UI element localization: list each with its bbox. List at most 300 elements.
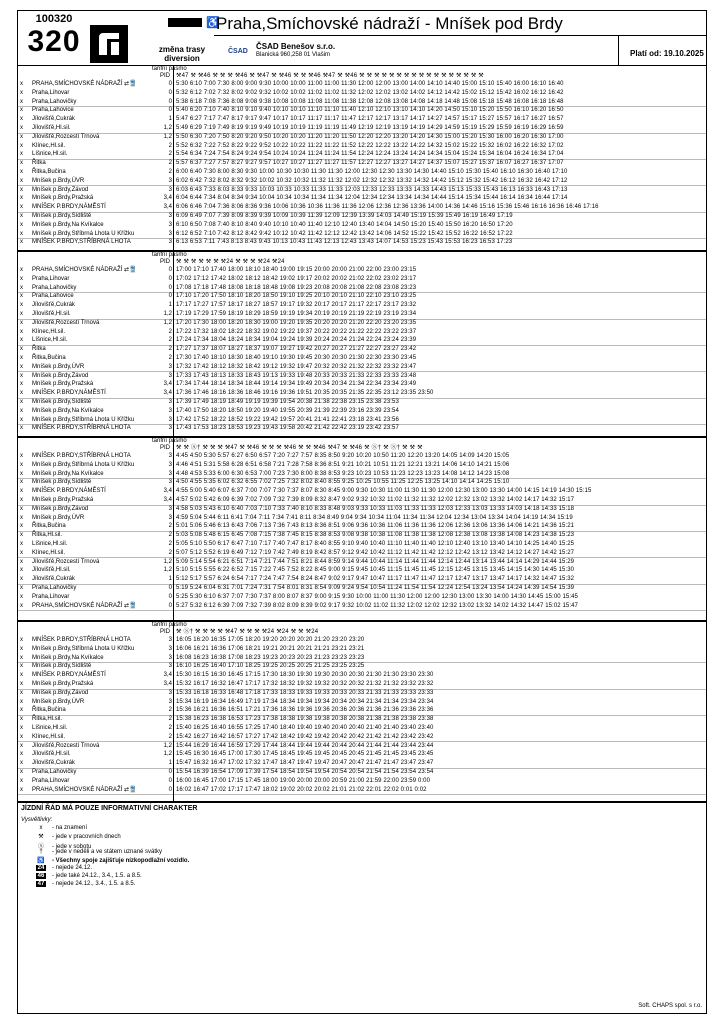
departure-times: 17:10 17:20 17:50 18:10 18:20 18:50 19:10 19:25 20:10 20:10 21:10 22:10 23:10 23:25 bbox=[176, 293, 417, 300]
stop-row bbox=[18, 373, 707, 380]
stop-row bbox=[18, 707, 707, 714]
departure-times: 15:42 16:27 16:42 16:57 17:27 17:42 18:42 19:42 19:42 20:42 20:42 21:42 21:42 23:42 23:42 bbox=[176, 733, 434, 740]
departure-times: 15:30 16:15 16:30 16:45 17:15 17:30 18:30 19:30 19:30 20:30 20:30 21:30 21:30 23:30 23:30 bbox=[176, 672, 434, 679]
tariff-zone: 3 bbox=[168, 416, 172, 423]
request-stop-mark: x bbox=[20, 461, 23, 468]
tariff-zone: 2 bbox=[168, 523, 172, 530]
tariff-zone: 2 bbox=[168, 725, 172, 731]
request-stop-mark: x bbox=[20, 311, 23, 317]
stop-name: Řitka,Bučina bbox=[32, 355, 66, 361]
stop-name: Klínec,Hl.sil. bbox=[32, 142, 66, 149]
stop-name: MNÍŠEK P.BRDY,STŘÍBRNÁ LHOTA bbox=[32, 453, 131, 459]
request-stop-mark: x bbox=[20, 532, 23, 539]
request-stop-mark: x bbox=[20, 346, 23, 353]
trip-symbols: ⚒ ⚒ ⚒ ⚒ ⚒ ⚒ ⚒24 ⚒ ⚒ ⚒ ⚒24 ⚒24 bbox=[176, 259, 285, 265]
departure-times: 17:27 17:37 18:07 18:27 18:37 19:07 19:27 19:42 20:27 20:27 21:27 22:27 23:27 23:42 bbox=[176, 346, 417, 353]
stop-row bbox=[18, 425, 707, 432]
stop-name: Líšnice,Hl.sil. bbox=[32, 725, 68, 731]
legend-text: - jede v pracovních dnech bbox=[52, 834, 121, 840]
departure-times: 17:32 17:42 18:12 18:32 18:42 19:12 19:32 19:47 20:32 20:32 21:32 22:32 23:32 23:47 bbox=[176, 363, 417, 370]
departure-times: 17:08 17:18 17:48 18:08 18:18 18:48 19:08 19:23 20:08 20:08 21:08 22:08 23:08 23:23 bbox=[176, 284, 417, 291]
legend-key-box: 24 bbox=[37, 865, 45, 871]
departure-times: 16:08 16:23 16:38 17:08 18:23 19:23 20:23 20:23 21:23 23:23 23:23 bbox=[176, 654, 365, 661]
tariff-zone: 2 bbox=[168, 142, 172, 149]
departure-times: 6:10 6:50 7:08 7:40 8:10 8:40 9:40 10:10 10:40 11:40 12:10 12:40 13:40 14:04 14:50 15:20 15:40 15:50 16:20 16:50 17:20 bbox=[176, 221, 513, 228]
tariff-zone-label: tarifní pásmo bbox=[152, 622, 187, 628]
stop-name: Jílovišťě,Cukrák bbox=[32, 576, 75, 583]
request-stop-mark: x bbox=[20, 267, 23, 273]
stop-row bbox=[18, 515, 707, 522]
carrier-name: ČSAD Benešov s.r.o. bbox=[256, 42, 336, 51]
stop-row bbox=[18, 81, 707, 88]
request-stop-mark: x bbox=[20, 89, 23, 96]
trip-symbols-row bbox=[18, 258, 707, 266]
tariff-zone: 2 bbox=[168, 346, 172, 353]
stop-name: PRAHA,SMÍCHOVSKÉ NÁDRAŽÍ ⇄🚆 bbox=[32, 786, 137, 793]
request-stop-mark: x bbox=[20, 716, 23, 723]
departure-times: 15:44 16:29 16:44 16:59 17:29 17:44 18:44 19:44 19:44 20:44 20:44 21:44 21:44 23:44 23:44 bbox=[176, 742, 434, 749]
request-stop-mark: x bbox=[20, 328, 23, 335]
request-stop-mark: x bbox=[20, 681, 23, 687]
tariff-zone: 0 bbox=[168, 284, 172, 291]
request-stop-mark: x bbox=[20, 81, 23, 87]
request-stop-mark: x bbox=[20, 549, 23, 556]
departure-times: 4:50 4:55 5:35 6:02 6:32 6:55 7:02 7:25 7:32 8:02 8:40 8:55 9:25 10:25 10:55 11:25 12:25 13:25 14:10 14:14 14:25 15:10 bbox=[176, 479, 510, 486]
line-number-small: 100320 bbox=[35, 13, 73, 25]
stop-row bbox=[18, 497, 707, 504]
header-divider-vertical bbox=[618, 35, 619, 65]
row-divider bbox=[18, 610, 707, 611]
departure-times: 15:47 16:32 16:47 17:02 17:32 17:47 18:47 19:47 19:47 20:47 20:47 21:47 21:47 23:47 23:47 bbox=[176, 760, 434, 767]
tariff-zone: 1 bbox=[168, 576, 172, 583]
tariff-zone: 3 bbox=[168, 372, 172, 379]
departure-times: 6:04 6:44 7:34 8:04 8:34 9:34 10:04 10:34 10:34 11:34 11:34 12:04 12:34 12:34 13:34 14:34 14:44 15:14 15:34 15:44 16:14 16:34 16:44 17:14 bbox=[176, 195, 568, 202]
request-stop-mark: x bbox=[20, 769, 23, 775]
tariff-zone: 3 bbox=[168, 689, 172, 696]
stop-row bbox=[18, 453, 707, 460]
tariff-zone: 0 bbox=[168, 777, 172, 784]
stop-name: MNÍŠEK P.BRDY,STŘÍBRNÁ LHOTA bbox=[32, 425, 131, 432]
departure-times: 6:03 6:43 7:33 8:03 8:33 9:33 10:03 10:33 10:33 11:33 11:33 12:03 12:33 12:33 13:33 14:33 14:43 15:13 15:33 15:43 16:13 16:33 16:43 17:13 bbox=[176, 186, 568, 193]
request-stop-mark: x bbox=[20, 142, 23, 149]
software-credit: Soft. CHAPS spol. s r.o. bbox=[638, 1003, 702, 1009]
stop-name: Praha,Lahovice bbox=[32, 107, 74, 114]
request-stop-mark: x bbox=[20, 751, 23, 758]
stop-name: Jílovišťě,Hl.sil. bbox=[32, 567, 71, 574]
tariff-zone: 3,4 bbox=[163, 381, 172, 388]
tariff-zone: 2 bbox=[168, 151, 172, 158]
departure-times: 15:38 16:23 16:38 16:53 17:23 17:38 18:38 19:38 19:38 20:38 20:38 21:38 21:38 23:38 23:38 bbox=[176, 716, 434, 723]
tariff-zone: 3,4 bbox=[163, 497, 172, 503]
tariff-zone: 0 bbox=[168, 89, 172, 96]
tariff-zone: 3 bbox=[168, 453, 172, 459]
departure-times: 17:36 17:46 18:16 18:36 18:46 19:16 19:36 19:51 20:35 20:35 21:35 22:35 23:12 23:35 23:50 bbox=[176, 390, 434, 397]
row-divider bbox=[18, 794, 707, 795]
request-stop-mark: x bbox=[20, 742, 23, 749]
departure-times: 5:03 5:08 5:48 6:15 6:45 7:08 7:15 7:38 7:45 8:15 8:38 8:53 9:08 9:38 10:38 11:08 11:38 11:38 12:08 12:38 13:08 13:38 14:08 14:23 14:38 15:23 bbox=[176, 532, 575, 539]
stop-name: Mníšek p.Brdy,Pražská bbox=[32, 497, 94, 503]
request-stop-mark: x bbox=[20, 672, 23, 679]
tariff-zone: 2 bbox=[168, 549, 172, 556]
request-stop-mark: x bbox=[20, 453, 23, 459]
departure-times: 16:02 16:47 17:02 17:17 17:47 18:02 19:02 20:02 20:02 21:01 21:02 22:01 22:02 0:01 0:02 bbox=[176, 786, 427, 793]
stop-row bbox=[18, 143, 707, 150]
tariff-zone: 2 bbox=[168, 169, 172, 175]
stop-row bbox=[18, 690, 707, 697]
stop-name: Mníšek p.Brdy,Pražská bbox=[32, 195, 94, 202]
tariff-zone: 3 bbox=[168, 663, 172, 670]
request-stop-mark: x bbox=[20, 381, 23, 388]
stop-name: Líšnice,Hl.sil. bbox=[32, 541, 68, 547]
timetable-section-inbound-1 bbox=[17, 436, 707, 620]
stop-name: Mníšek p.Brdy,Sídliště bbox=[32, 663, 92, 670]
request-stop-mark: x bbox=[20, 204, 23, 211]
tariff-zone: 0 bbox=[168, 769, 172, 775]
departure-times: 17:30 17:40 18:10 18:30 18:40 19:10 19:30 19:45 20:30 20:30 21:30 22:30 23:30 23:45 bbox=[176, 355, 417, 361]
departure-times: 4:57 5:02 5:42 6:09 6:39 7:02 7:09 7:32 7:39 8:09 8:32 8:47 9:02 9:32 10:32 11:02 11:32 11:32 12:02 12:32 13:02 13:32 14:02 14:17 14:32 15:17 bbox=[176, 497, 575, 503]
request-stop-mark: x bbox=[20, 337, 23, 344]
pid-logo-icon bbox=[90, 25, 128, 63]
stop-row bbox=[18, 462, 707, 469]
departure-times: 5:30 6:10 7:00 7:30 8:00 9:00 9:30 10:00 10:00 11:00 11:00 11:30 12:00 12:00 13:00 14:00 14:10 14:40 15:00 15:10 15:40 16:00 16:10 16:40 bbox=[176, 81, 564, 87]
legend-key: ⚒ bbox=[38, 834, 44, 840]
column-divider bbox=[173, 66, 174, 250]
legend-key: ♿ bbox=[37, 858, 45, 864]
request-stop-mark: x bbox=[20, 275, 23, 282]
departure-times: 5:05 5:10 5:50 6:17 6:47 7:10 7:17 7:40 7:47 8:17 8:40 8:55 9:10 9:40 10:40 11:10 11:40 11:40 12:10 12:40 13:10 13:40 14:10 14:25 14:40 15:25 bbox=[176, 541, 575, 547]
request-stop-mark: x bbox=[20, 116, 23, 123]
tariff-zone: 0 bbox=[168, 98, 172, 105]
departure-times: 5:40 6:20 7:10 7:40 8:10 9:10 9:40 10:10 10:10 11:10 11:10 11:40 12:10 12:10 13:10 14:10 14:20 14:50 15:10 15:20 15:50 16:10 16:20 16:50 bbox=[176, 107, 564, 114]
tariff-zone-label: tarifní pásmo bbox=[152, 438, 187, 444]
stop-name: MNÍŠEK P.BRDY,NÁMĚSTÍ bbox=[32, 204, 106, 211]
request-stop-mark: x bbox=[20, 107, 23, 114]
tariff-zone: 0 bbox=[168, 107, 172, 114]
tariff-zone-label: tarifní pásmo bbox=[152, 252, 187, 258]
stop-name: MNÍŠEK P.BRDY,STŘÍBRNÁ LHOTA bbox=[32, 637, 131, 643]
stop-row bbox=[18, 637, 707, 644]
legend-item bbox=[30, 825, 87, 831]
request-stop-mark: x bbox=[20, 195, 23, 202]
stop-name: Jílovišťě,Rozcestí Trnová bbox=[32, 558, 100, 565]
tariff-zone: 2 bbox=[168, 160, 172, 167]
legend-footer bbox=[17, 802, 707, 1014]
departure-times: 17:39 17:49 18:19 18:49 19:19 19:39 19:54 20:38 21:38 22:38 23:15 23:38 23:53 bbox=[176, 399, 399, 405]
stop-name: Jílovišťě,Cukrák bbox=[32, 760, 75, 767]
departure-times: 5:52 6:32 7:22 7:52 8:22 9:22 9:52 10:22 10:22 11:22 11:22 11:52 12:22 12:22 13:22 14:22 14:32 15:02 15:22 15:32 16:02 16:22 16:32 17:02 bbox=[176, 142, 564, 149]
stop-row bbox=[18, 681, 707, 688]
departure-times: 17:42 17:52 18:22 18:52 19:22 19:42 19:57 20:41 21:41 22:41 23:18 23:41 23:56 bbox=[176, 416, 399, 423]
stop-name: Praha,Lahovice bbox=[32, 293, 74, 300]
tariff-zone: 1,2 bbox=[163, 742, 172, 749]
departure-times: 6:00 6:40 7:30 8:00 8:30 9:30 10:00 10:30 10:30 11:30 11:30 12:00 12:30 12:30 13:30 14:30 14:40 15:10 15:30 15:40 16:10 16:30 16:40 17:10 bbox=[176, 169, 568, 175]
request-stop-mark: x bbox=[20, 98, 23, 105]
column-divider bbox=[173, 622, 174, 801]
departure-times: 5:25 5:30 6:10 6:37 7:07 7:30 7:37 8:00 8:07 8:37 9:00 9:15 9:30 10:00 11:00 11:30 12:00 12:00 12:30 13:00 13:30 14:00 14:30 14:45 15:00 15:45 bbox=[176, 593, 578, 600]
departure-times: 16:05 16:20 16:35 17:05 18:20 19:20 20:20 20:20 21:20 23:20 23:20 bbox=[176, 637, 365, 643]
stop-name: Mníšek p.Brdy,ÚVR bbox=[32, 514, 85, 521]
legend-item bbox=[30, 833, 121, 840]
request-stop-mark: x bbox=[20, 407, 23, 414]
stop-name: Klínec,Hl.sil. bbox=[32, 328, 66, 335]
legend-key-box: 46 bbox=[37, 873, 45, 879]
departure-times: 5:49 6:29 7:19 7:49 8:19 9:19 9:49 10:19 10:19 11:19 11:19 11:49 12:19 12:19 13:19 14:19 14:29 14:59 15:19 15:29 15:59 16:19 16:29 16:59 bbox=[176, 125, 564, 131]
tariff-zone: 3 bbox=[168, 425, 172, 432]
trip-symbols-row bbox=[18, 72, 707, 80]
stop-row bbox=[18, 364, 707, 371]
stop-name: Mníšek p.Brdy,ÚVR bbox=[32, 698, 85, 705]
departure-times: 4:58 5:03 5:43 6:10 6:40 7:03 7:10 7:33 7:40 8:10 8:33 8:48 9:03 9:33 10:33 11:03 11:33 11:33 12:03 12:33 13:03 13:33 14:03 14:18 14:33 15:18 bbox=[176, 505, 575, 512]
stop-row bbox=[18, 417, 707, 424]
stop-name: Klínec,Hl.sil. bbox=[32, 549, 66, 556]
stop-name: Mníšek p.Brdy,Na Kvíkalce bbox=[32, 654, 104, 661]
departure-times: 17:19 17:29 17:59 18:19 18:29 18:59 19:19 19:34 20:19 20:19 21:19 22:19 23:19 23:34 bbox=[176, 311, 417, 317]
stop-row bbox=[18, 751, 707, 758]
request-stop-mark: x bbox=[20, 488, 23, 495]
request-stop-mark: x bbox=[20, 637, 23, 643]
disclaimer: JÍZDNÍ ŘÁD MÁ POUZE INFORMATIVNÍ CHARAKTER bbox=[21, 805, 198, 812]
departure-times: 15:54 16:39 16:54 17:09 17:39 17:54 18:54 19:54 19:54 20:54 20:54 21:54 21:54 23:54 23:54 bbox=[176, 769, 434, 775]
request-stop-mark: x bbox=[20, 760, 23, 767]
departure-times: 5:01 5:06 5:46 6:13 6:43 7:06 7:13 7:36 7:43 8:13 8:36 8:51 9:06 9:36 10:36 11:06 11:36 11:36 12:06 12:36 13:06 13:36 14:06 14:21 14:36 15:21 bbox=[176, 523, 575, 530]
legend-text: - na znamení bbox=[52, 825, 88, 831]
departure-times: 17:34 17:44 18:14 18:34 18:44 19:14 19:34 19:49 20:34 20:34 21:34 22:34 23:34 23:49 bbox=[176, 381, 417, 388]
request-stop-mark: x bbox=[20, 593, 23, 600]
stop-row bbox=[18, 178, 707, 185]
departure-times: 4:45 4:50 5:30 5:57 6:27 6:50 6:57 7:20 7:27 7:57 8:35 8:50 9:20 10:20 10:50 11:20 12:20 13:20 14:05 14:09 14:20 15:05 bbox=[176, 453, 510, 459]
tariff-zone: 3 bbox=[168, 239, 172, 246]
legend-heading: Vysvětlivky: bbox=[21, 817, 53, 823]
stop-name: MNÍŠEK P.BRDY,NÁMĚSTÍ bbox=[32, 488, 106, 495]
request-stop-mark: x bbox=[20, 293, 23, 300]
tariff-zone: 3,4 bbox=[163, 488, 172, 495]
legend-key: Ⓢ bbox=[37, 844, 44, 850]
tariff-zone: 0 bbox=[168, 602, 172, 609]
stop-name: MNÍŠEK P.BRDY,STŘÍBRNÁ LHOTA bbox=[32, 239, 131, 246]
stop-name: Řitka bbox=[32, 160, 46, 167]
stop-row bbox=[18, 559, 707, 566]
stop-name: Líšnice,Hl.sil. bbox=[32, 151, 68, 158]
stop-row bbox=[18, 506, 707, 513]
departure-times: 5:27 5:32 6:12 6:39 7:09 7:32 7:39 8:02 8:09 8:39 9:02 9:17 9:32 10:02 11:02 11:32 12:02 12:02 12:32 13:02 13:32 14:02 14:32 14:47 15:02 15:47 bbox=[176, 602, 578, 609]
stop-name: Řitka,Bučina bbox=[32, 707, 66, 714]
stop-row bbox=[18, 479, 707, 486]
stop-row bbox=[18, 672, 707, 679]
tariff-zone: 3 bbox=[168, 698, 172, 705]
departure-times: 17:02 17:12 17:42 18:02 18:12 18:42 19:02 19:17 20:02 20:02 21:02 22:02 23:02 23:17 bbox=[176, 275, 417, 282]
stop-name: Jílovišťě,Rozcestí Trnová bbox=[32, 319, 100, 326]
stop-row bbox=[18, 769, 707, 776]
tariff-zone: 2 bbox=[168, 355, 172, 361]
vehicle-icons bbox=[168, 15, 220, 29]
trip-symbols: ⚒47 ⚒ ⚒46 ⚒ ⚒ ⚒ ⚒46 ⚒ ⚒47 ⚒ ⚒46 ⚒ ⚒ ⚒46 ⚒47 ⚒ ⚒46 ⚒ ⚒ ⚒ ⚒ ⚒ ⚒ ⚒ ⚒ ⚒ ⚒ ⚒ ⚒ ⚒ ⚒ ⚒ ⚒ ⚒ bbox=[176, 73, 484, 79]
request-stop-mark: x bbox=[20, 698, 23, 705]
stop-name: Řitka,Hl.sil. bbox=[32, 532, 63, 539]
stop-name: Mníšek p.Brdy,ÚVR bbox=[32, 177, 85, 184]
stop-name: Jílovišťě,Hl.sil. bbox=[32, 125, 71, 131]
stop-row bbox=[18, 603, 707, 610]
tariff-zone: 2 bbox=[168, 733, 172, 740]
departure-times: 15:33 16:18 16:33 16:48 17:18 17:33 18:33 19:33 19:33 20:33 20:33 21:33 21:33 23:33 23:33 bbox=[176, 689, 434, 696]
departure-times: 4:48 4:53 5:33 6:00 6:30 6:53 7:00 7:23 7:30 8:00 8:38 8:53 9:23 10:23 10:53 11:23 12:23 13:23 14:08 14:12 14:23 15:08 bbox=[176, 470, 510, 477]
stop-name: MNÍŠEK P.BRDY,NÁMĚSTÍ bbox=[32, 672, 106, 679]
departure-times: 15:32 16:17 16:32 16:47 17:17 17:32 18:32 19:32 19:32 20:32 20:32 21:32 21:32 23:32 23:32 bbox=[176, 681, 434, 687]
request-stop-mark: x bbox=[20, 514, 23, 521]
stop-name: Jílovišťě,Rozcestí Trnová bbox=[32, 133, 100, 140]
request-stop-mark: x bbox=[20, 221, 23, 228]
stop-name: Řitka bbox=[32, 346, 46, 353]
tariff-zone: 3 bbox=[168, 637, 172, 643]
departure-times: 5:12 5:17 5:57 6:24 6:54 7:17 7:24 7:47 7:54 8:24 8:47 9:02 9:17 9:47 10:47 11:17 11:47 11:47 12:17 12:47 13:17 13:47 14:17 14:32 14:47 15:32 bbox=[176, 576, 575, 583]
departure-times: 15:45 16:30 16:45 17:00 17:30 17:45 18:45 19:45 19:45 20:45 20:45 21:45 21:45 23:45 23:45 bbox=[176, 751, 434, 758]
stop-name: PRAHA,SMÍCHOVSKÉ NÁDRAŽÍ ⇄🚆 bbox=[32, 81, 137, 87]
stop-row bbox=[18, 276, 707, 283]
request-stop-mark: x bbox=[20, 777, 23, 784]
stop-name: Praha,Lahovičky bbox=[32, 284, 77, 291]
tariff-zone: 1,2 bbox=[163, 751, 172, 758]
stop-row bbox=[18, 488, 707, 495]
tariff-zone: 3 bbox=[168, 514, 172, 521]
tariff-zone: 3 bbox=[168, 399, 172, 405]
stop-name: Mníšek p.Brdy,Závod bbox=[32, 505, 89, 512]
legend-text: - Všechny spoje zajišťuje nízkopodlažní vozidlo. bbox=[52, 858, 190, 864]
stop-name: Praha,Lihovar bbox=[32, 777, 70, 784]
departure-times: 17:33 17:43 18:13 18:33 18:43 19:13 19:33 19:48 20:33 20:33 21:33 22:33 23:33 23:48 bbox=[176, 372, 417, 379]
timetable-section-outbound-1 bbox=[17, 66, 707, 250]
stop-name: Mníšek p.Brdy,Stříbrná Lhota U Křížku bbox=[32, 461, 135, 468]
request-stop-mark: x bbox=[20, 523, 23, 530]
stop-name: Řitka,Bučina bbox=[32, 523, 66, 530]
bus-icon bbox=[168, 18, 202, 27]
stop-name: Praha,Lihovar bbox=[32, 89, 70, 96]
stop-row bbox=[18, 381, 707, 388]
departure-times: 17:00 17:10 17:40 18:00 18:10 18:40 19:00 19:15 20:00 20:00 21:00 22:00 23:00 23:15 bbox=[176, 267, 417, 273]
stop-row bbox=[18, 187, 707, 194]
stop-row bbox=[18, 585, 707, 592]
departure-times: 5:57 6:37 7:27 7:57 8:27 9:27 9:57 10:27 10:27 11:27 11:27 11:57 12:27 12:27 13:27 14:27 14:37 15:07 15:27 15:37 16:07 16:27 16:37 17:07 bbox=[176, 160, 564, 167]
stop-name: Mníšek p.Brdy,Stříbrná Lhota U Křížku bbox=[32, 645, 135, 652]
legend-key-box: 47 bbox=[37, 881, 45, 887]
stop-row bbox=[18, 541, 707, 548]
tariff-zone: 3,4 bbox=[163, 681, 172, 687]
tariff-zone: 1,2 bbox=[163, 319, 172, 326]
stop-row bbox=[18, 213, 707, 220]
departure-times: 6:12 6:52 7:10 7:42 8:12 8:42 9:42 10:12 10:42 11:42 12:12 12:42 13:42 14:06 14:52 15:22 15:42 15:52 16:22 16:52 17:22 bbox=[176, 230, 513, 237]
column-divider bbox=[173, 252, 174, 436]
departure-times: 5:10 5:15 5:55 6:22 6:52 7:15 7:22 7:45 7:52 8:22 8:45 9:00 9:15 9:45 10:45 11:15 11:45 11:45 12:15 12:45 13:15 13:45 14:15 14:30 14:45 15:30 bbox=[176, 567, 575, 574]
header-divider bbox=[214, 35, 706, 36]
stop-name: Mníšek p.Brdy,Sídliště bbox=[32, 399, 92, 405]
departure-times: 15:36 16:21 16:36 16:51 17:21 17:36 18:36 19:36 19:36 20:36 20:36 21:36 21:36 23:36 23:36 bbox=[176, 707, 434, 714]
tariff-zone: 1 bbox=[168, 302, 172, 309]
carrier-address: Blanická 960,258 01 Vlašim bbox=[256, 52, 331, 58]
departure-times: 17:40 17:50 18:20 18:50 19:20 19:40 19:55 20:39 21:39 22:39 23:16 23:39 23:54 bbox=[176, 407, 399, 414]
request-stop-mark: x bbox=[20, 558, 23, 565]
tariff-zone: 2 bbox=[168, 707, 172, 714]
stop-name: PRAHA,SMÍCHOVSKÉ NÁDRAŽÍ ⇄🚆 bbox=[32, 267, 137, 273]
request-stop-mark: x bbox=[20, 133, 23, 140]
departure-times: 5:38 6:18 7:08 7:36 8:08 9:08 9:38 10:08 10:08 11:08 11:08 11:38 12:08 12:08 13:08 14:08 14:18 14:48 15:08 15:18 15:48 16:08 16:18 16:48 bbox=[176, 98, 564, 105]
departure-times: 16:10 16:25 16:40 17:10 18:25 19:25 20:25 20:25 21:25 23:25 23:25 bbox=[176, 663, 365, 670]
timetable-section-inbound-2 bbox=[17, 620, 707, 802]
stop-row bbox=[18, 646, 707, 653]
tariff-zone: 0 bbox=[168, 585, 172, 591]
stop-row bbox=[18, 550, 707, 557]
departure-times: 4:55 5:00 5:40 6:07 6:37 7:00 7:07 7:30 7:37 8:07 8:30 8:45 9:00 9:30 10:30 11:00 11:30 11:30 12:00 12:30 13:00 13:30 14:00 14:15 14:19 14:30 15:15 bbox=[176, 488, 592, 495]
stop-row bbox=[18, 239, 707, 246]
request-stop-mark: x bbox=[20, 319, 23, 326]
stop-row bbox=[18, 337, 707, 344]
stop-row bbox=[18, 160, 707, 167]
stop-row bbox=[18, 204, 707, 211]
request-stop-mark: x bbox=[20, 399, 23, 405]
stop-row bbox=[18, 399, 707, 406]
legend-text: - jede také 24.12., 3.4., 1.5. a 8.5. bbox=[52, 873, 142, 879]
departure-times: 6:13 6:53 7:11 7:43 8:13 8:43 9:43 10:13 10:43 11:43 12:13 12:43 13:43 14:07 14:53 15:23 15:43 15:53 16:23 16:53 17:23 bbox=[176, 239, 513, 246]
departure-times: 17:24 17:34 18:04 18:24 18:34 19:04 19:24 19:39 20:24 20:24 21:24 22:24 23:24 23:39 bbox=[176, 337, 417, 344]
request-stop-mark: x bbox=[20, 725, 23, 731]
stop-row bbox=[18, 655, 707, 662]
stop-row bbox=[18, 663, 707, 670]
route-title: Praha,Smíchovské nádraží - Mníšek pod Brdy bbox=[216, 14, 563, 33]
legend-key: † bbox=[39, 849, 43, 855]
stop-row bbox=[18, 734, 707, 741]
request-stop-mark: x bbox=[20, 505, 23, 512]
stop-row bbox=[18, 151, 707, 158]
stop-row bbox=[18, 134, 707, 141]
stop-row bbox=[18, 116, 707, 123]
pid-label: PID bbox=[160, 259, 171, 265]
legend-item bbox=[30, 849, 162, 855]
timetable-header bbox=[17, 10, 707, 66]
tariff-zone: 3,4 bbox=[163, 390, 172, 397]
stop-row bbox=[18, 195, 707, 202]
stop-row bbox=[18, 408, 707, 415]
pid-label: PID bbox=[160, 445, 171, 451]
stop-name: PRAHA,SMÍCHOVSKÉ NÁDRAŽÍ ⇄🚆 bbox=[32, 602, 137, 609]
request-stop-mark: x bbox=[20, 363, 23, 370]
wheelchair-icon: ♿ bbox=[206, 17, 220, 29]
tariff-zone: 3 bbox=[168, 221, 172, 228]
legend-item bbox=[30, 881, 135, 887]
departure-times: 17:22 17:32 18:02 18:22 18:32 19:02 19:22 19:37 20:22 20:22 21:22 22:22 23:22 23:37 bbox=[176, 328, 417, 335]
request-stop-mark: x bbox=[20, 169, 23, 175]
departure-times: 6:02 6:42 7:32 8:02 8:32 9:32 10:02 10:32 10:32 11:32 11:32 12:02 12:32 12:32 13:32 14:32 14:42 15:12 15:32 15:42 16:12 16:32 16:42 17:12 bbox=[176, 177, 568, 184]
request-stop-mark: x bbox=[20, 302, 23, 309]
tariff-zone: 3,4 bbox=[163, 195, 172, 202]
stop-name: Klínec,Hl.sil. bbox=[32, 733, 66, 740]
tariff-zone: 2 bbox=[168, 337, 172, 344]
departure-times: 5:09 5:14 5:54 6:21 6:51 7:14 7:21 7:44 7:51 8:21 8:44 8:59 9:14 9:44 10:44 11:14 11:44 11:44 12:14 12:44 13:14 13:44 14:14 14:29 14:44 15:29 bbox=[176, 558, 575, 565]
stop-row bbox=[18, 743, 707, 750]
request-stop-mark: x bbox=[20, 479, 23, 486]
stop-row bbox=[18, 222, 707, 229]
request-stop-mark: x bbox=[20, 151, 23, 158]
stop-name: Mníšek p.Brdy,Pražská bbox=[32, 681, 94, 687]
tariff-zone: 1,2 bbox=[163, 558, 172, 565]
stop-name: Jílovišťě,Hl.sil. bbox=[32, 311, 71, 317]
legend-text: - jede v sobotu bbox=[52, 844, 92, 850]
stop-row bbox=[18, 523, 707, 530]
stop-row bbox=[18, 532, 707, 539]
request-stop-mark: x bbox=[20, 576, 23, 583]
timetable-section-outbound-2 bbox=[17, 250, 707, 436]
tariff-zone: 3 bbox=[168, 470, 172, 477]
stop-row bbox=[18, 760, 707, 767]
departure-times: 5:32 6:12 7:02 7:32 8:02 9:02 9:32 10:02 10:02 11:02 11:02 11:32 12:02 12:02 13:02 14:02 14:12 14:42 15:02 15:12 15:42 16:02 16:12 16:42 bbox=[176, 89, 564, 96]
departure-times: 5:07 5:12 5:52 6:19 6:49 7:12 7:19 7:42 7:49 8:19 8:42 8:57 9:12 9:42 10:42 11:12 11:42 11:42 12:12 12:42 13:12 13:42 14:12 14:27 14:42 15:27 bbox=[176, 549, 575, 556]
request-stop-mark: x bbox=[20, 654, 23, 661]
